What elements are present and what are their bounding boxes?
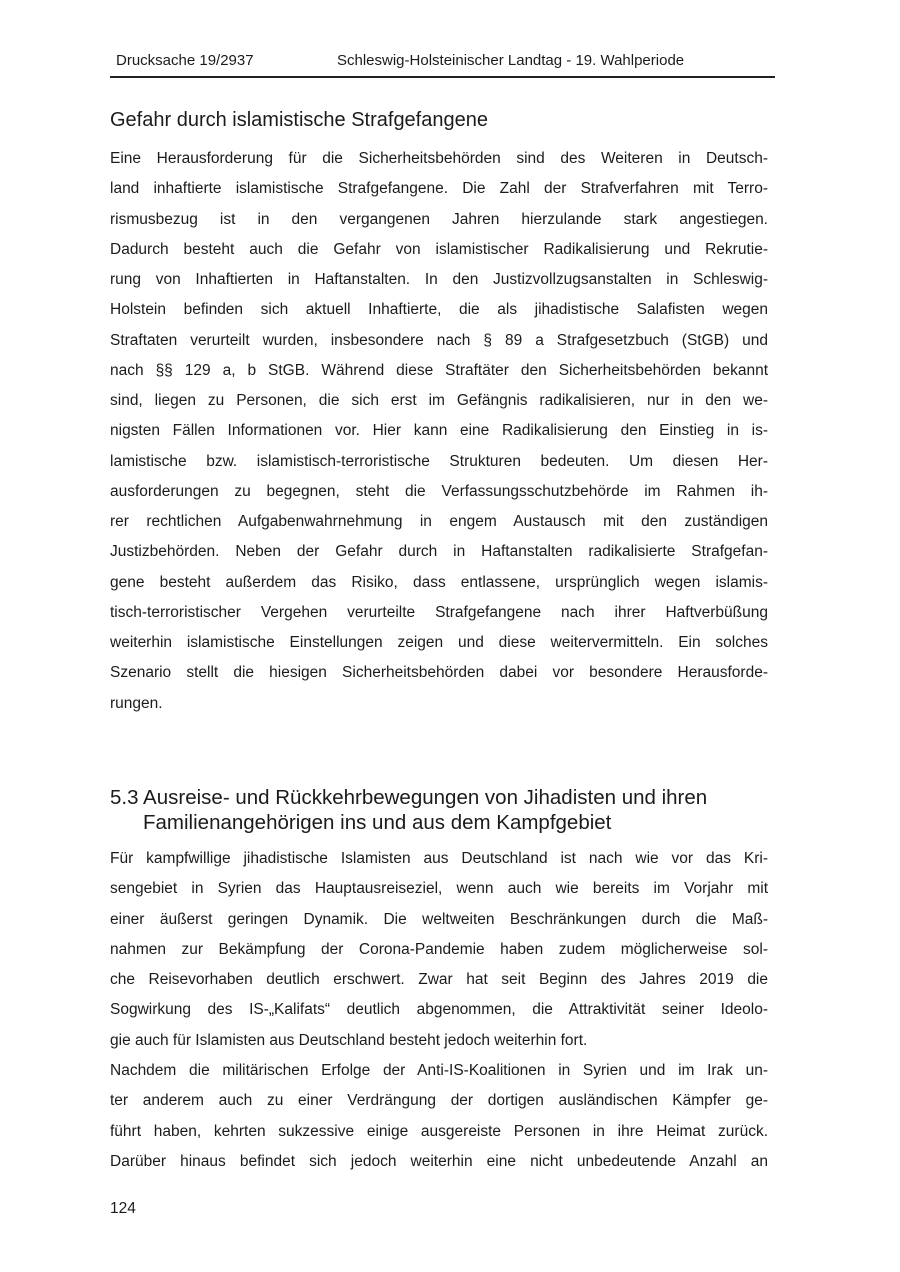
text-line: gene besteht außerdem das Risiko, dass entlassene, ursprünglich wegen islamis- bbox=[110, 573, 768, 591]
text-line: Justizbehörden. Neben der Gefahr durch in Haftanstalten radikalisierte Strafgefan- bbox=[110, 543, 768, 561]
heading-line: 5.3 Ausreise- und Rückkehrbewegungen von Jihadisten und ihren bbox=[110, 786, 708, 809]
text-line: land inhaftierte islamistische Strafgefangene. Die Zahl der Strafverfahren mit Terro- bbox=[110, 180, 768, 198]
text-line: nigsten Fällen Informationen vor. Hier kann eine Radikalisierung den Einstieg in is- bbox=[110, 422, 768, 440]
text-line: tisch-terroristischer Vergehen verurteilte Strafgefangene nach ihrer Haftverbüßung bbox=[110, 603, 768, 621]
text-line: Holstein befinden sich aktuell Inhaftierte, die als jihadistische Salafisten wegen bbox=[110, 301, 768, 319]
text-line: Darüber hinaus befindet sich jedoch weiterhin eine nicht unbedeutende Anzahl an bbox=[110, 1152, 768, 1170]
text-line: rung von Inhaftierten in Haftanstalten. In den Justizvollzugsanstalten in Schleswig- bbox=[110, 271, 768, 288]
text-line: rismusbezug ist in den vergangenen Jahren hierzulande stark angestiegen. bbox=[110, 210, 768, 228]
text-line: rer rechtlichen Aufgabenwahrnehmung in engem Austausch mit den zuständigen bbox=[110, 513, 768, 530]
header-rule bbox=[110, 76, 775, 78]
text-line: nahmen zur Bekämpfung der Corona-Pandemie haben zudem möglicherweise sol- bbox=[110, 940, 768, 958]
text-line: ter anderem auch zu einer Verdrängung der dortigen ausländischen Kämpfer ge- bbox=[110, 1092, 768, 1110]
text-line: Sogwirkung des IS-„Kalifats“ deutlich abgenommen, die Attraktivität seiner Ideolo- bbox=[110, 1001, 768, 1019]
document-number: Drucksache 19/2937 bbox=[116, 52, 254, 69]
page-number: 124 bbox=[110, 1200, 136, 1217]
paragraph-ausreiseziel bbox=[110, 844, 768, 1056]
text-line: Eine Herausforderung für die Sicherheitsbehörden sind des Weiteren in Deutsch- bbox=[110, 150, 768, 167]
section-heading-strafgefangene: Gefahr durch islamistische Strafgefangene bbox=[110, 109, 488, 131]
header-title: Schleswig-Holsteinischer Landtag - 19. Wahlperiode bbox=[337, 52, 685, 69]
text-line: nach §§ 129 a, b StGB. Während diese Straftäter den Sicherheitsbehörden bekannt bbox=[110, 361, 768, 379]
text-line: führt haben, kehrten sukzessive einige ausgereiste Personen in ihre Heimat zurück. bbox=[110, 1122, 768, 1140]
page-header bbox=[110, 50, 775, 72]
text-line: Dadurch besteht auch die Gefahr von islamistischer Radikalisierung und Rekrutie- bbox=[110, 240, 768, 258]
text-line: einer äußerst geringen Dynamik. Die weltweiten Beschränkungen durch die Maß- bbox=[110, 910, 768, 928]
text-line: lamistische bzw. islamistisch-terroristische Strukturen bedeuten. Um diesen Her- bbox=[110, 452, 768, 470]
paragraph-strafgefangene bbox=[110, 144, 768, 719]
text-line: sengebiet in Syrien das Hauptausreiseziel, wenn auch wie bereits im Vorjahr mit bbox=[110, 880, 768, 898]
text-line: Nachdem die militärischen Erfolge der Anti-IS-Koalitionen in Syrien und im Irak un- bbox=[110, 1062, 768, 1079]
text-line: Szenario stellt die hiesigen Sicherheitsbehörden dabei vor besondere Herausforde- bbox=[110, 664, 768, 682]
text-line: rungen. bbox=[110, 694, 163, 712]
text-line: ausforderungen zu begegnen, steht die Verfassungsschutzbehörde im Rahmen ih- bbox=[110, 482, 768, 500]
text-line: weiterhin islamistische Einstellungen zeigen und diese weitervermitteln. Ein solches bbox=[110, 634, 768, 651]
text-line: che Reisevorhaben deutlich erschwert. Zwar hat seit Beginn des Jahres 2019 die bbox=[110, 971, 768, 988]
text-line: sind, liegen zu Personen, die sich erst im Gefängnis radikalisieren, nur in den we- bbox=[110, 392, 768, 409]
paragraph-rueckkehr bbox=[110, 1056, 768, 1177]
text-line: Straftaten verurteilt wurden, insbesondere nach § 89 a Strafgesetzbuch (StGB) und bbox=[110, 331, 768, 349]
heading-line: Familienangehörigen ins und aus dem Kampfgebiet bbox=[143, 811, 612, 834]
section-heading-5-3 bbox=[110, 785, 775, 835]
text-line: gie auch für Islamisten aus Deutschland besteht jedoch weiterhin fort. bbox=[110, 1031, 588, 1049]
text-line: Für kampfwillige jihadistische Islamisten aus Deutschland ist nach wie vor das Kri- bbox=[110, 850, 768, 867]
